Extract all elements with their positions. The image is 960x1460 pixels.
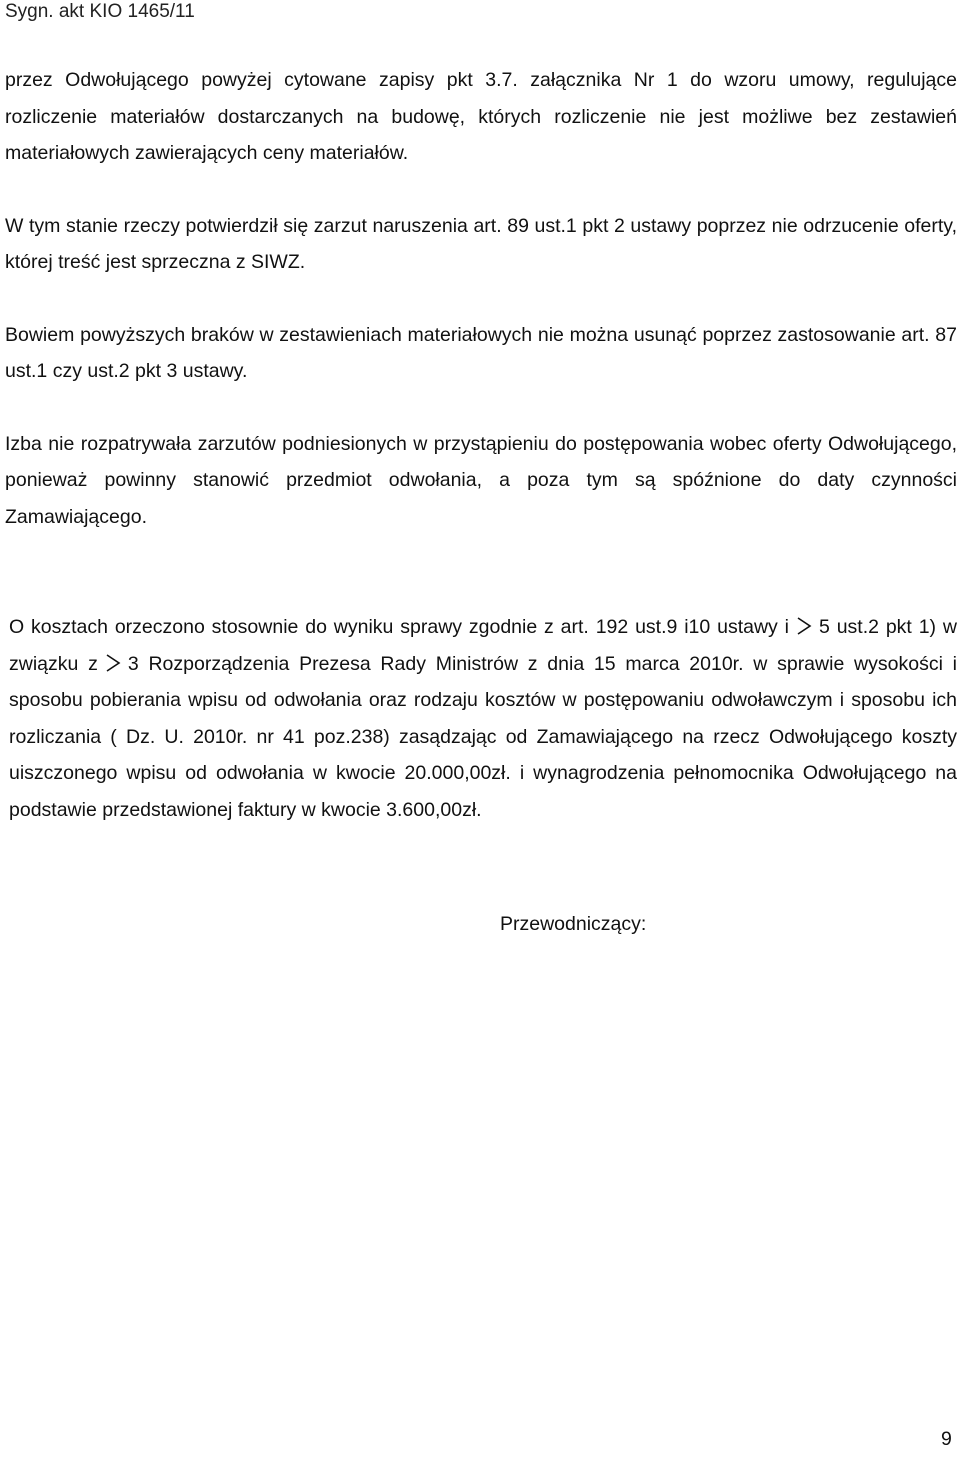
case-reference-header: Sygn. akt KIO 1465/11	[5, 1, 195, 22]
costs-text-part-3: 3 Rozporządzenia Prezesa Rady Ministrów z dnia 15 marca 2010r. w sprawie wysokości i sposobu pobierania wpisu od odwołania oraz rodzaju kosztów w postępowaniu odwoławczym i sposobu ich rozliczania ( Dz. U. 2010r. nr 41 poz.238) zasądzając od Zamawiającego na rzecz Odwołującego koszty uiszczonego wpisu od odwołania w kwocie 20.000,00zł. i wynagrodzenia pełnomocnika Odwołującego na podstawie przedstawionej faktury w kwocie 3.600,00zł.	[9, 652, 957, 821]
costs-text-part-1: O kosztach orzeczono stosownie do wyniku sprawy zgodnie z art. 192 ust.9 i10 ustawy i	[9, 616, 789, 638]
page-number: 9	[941, 1428, 952, 1450]
paragraph-2: W tym stanie rzeczy potwierdził się zarzut naruszenia art. 89 ust.1 pkt 2 ustawy poprzez nie odrzucenie oferty, której treść jest sprzeczna z SIWZ.	[5, 214, 957, 273]
chairperson-signature-label: Przewodniczący:	[500, 913, 647, 935]
paragraph-4: Izba nie rozpatrywała zarzutów podniesionych w przystąpieniu do postępowania wobec oferty Odwołującego, ponieważ powinny stanowić przedmiot odwołania, a poza tym są spóźnione do daty czynności Zamawiającego.	[5, 432, 957, 528]
costs-text-part-2: 5 ust.2 pkt 1) w związku z	[9, 616, 957, 675]
paragraph-3: Bowiem powyższych braków w zestawieniach materiałowych nie można usunąć poprzez zastosowanie art. 87 ust.1 czy ust.2 pkt 3 ustawy.	[5, 323, 957, 382]
section-sign-icon	[104, 651, 122, 673]
section-sign-icon	[795, 614, 813, 636]
paragraph-1: przez Odwołującego powyżej cytowane zapisy pkt 3.7. załącznika Nr 1 do wzoru umowy, regulujące rozliczenie materiałów dostarczanych na budowę, których rozliczenie nie jest możliwe bez zestawień materiałowych zawierających ceny materiałów.	[5, 69, 957, 164]
document-body	[5, 62, 957, 828]
paragraph-costs	[5, 609, 957, 828]
